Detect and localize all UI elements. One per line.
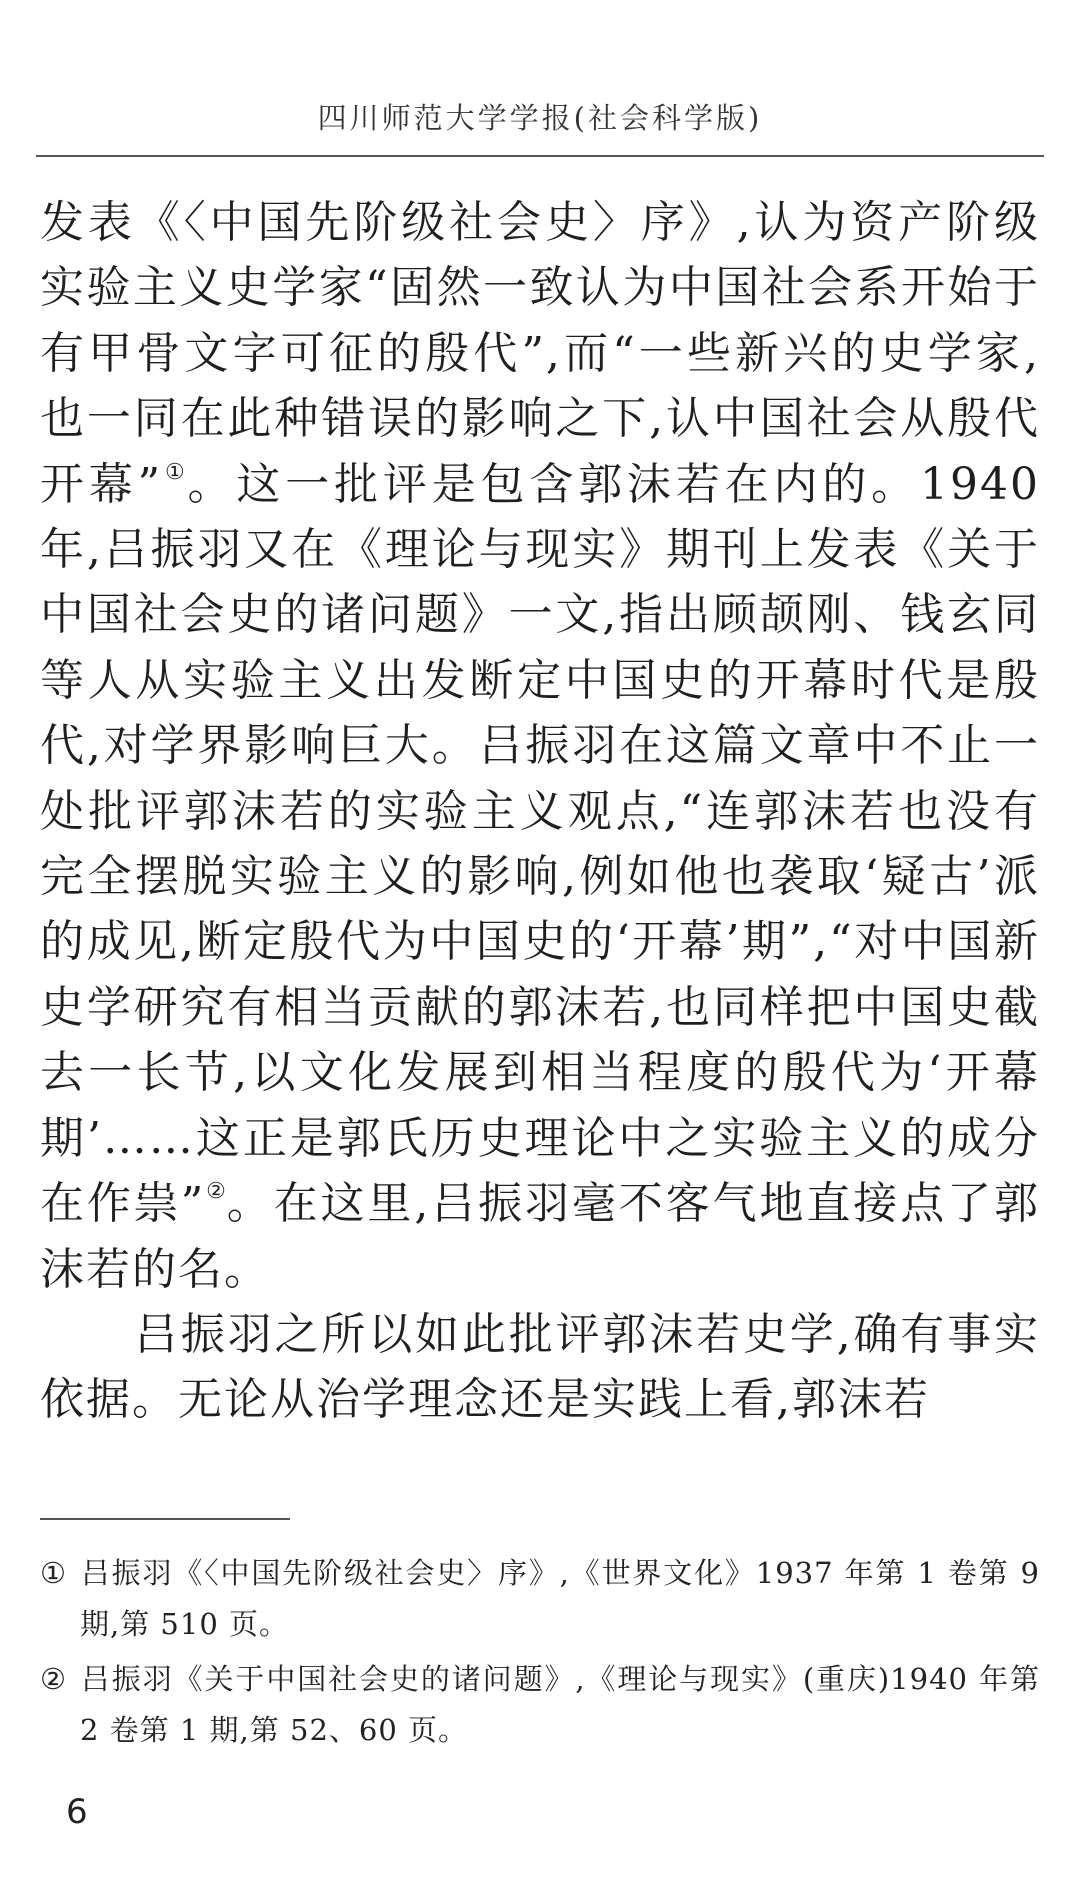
footnote-2-mark: ② [40,1662,67,1696]
footnote-ref-2[interactable]: ② [205,1179,227,1205]
running-header: 四川师范大学学报(社会科学版) [317,101,763,135]
paragraph-1 [40,190,1040,1302]
footnote-1-text: 吕振羽《〈中国先阶级社会史〉序》,《世界文化》1937 年第 1 卷第 9 期,第 510 页。 [80,1556,1040,1641]
footnote-2-text: 吕振羽《关于中国社会史的诸问题》,《理论与现实》(重庆)1940 年第 2 卷第 1 期,第 52、60 页。 [80,1662,1040,1747]
paragraph-1-part-a: 发表《〈中国先阶级社会史〉序》,认为资产阶级实验主义史学家“固然一致认为中国社会系开始于有甲骨文字可征的殷代”,而“一些新兴的史学家,也一同在此种错误的影响之下,认中国社会从殷代开幕” [40,197,1040,510]
footnote-1-mark: ① [40,1556,67,1590]
page-number: 6 [66,1792,88,1832]
paragraph-1-part-b: 。这一批评是包含郭沫若在内的。1940年,吕振羽又在《理论与现实》期刊上发表《关于中国社会史的诸问题》一文,指出顾颉刚、钱玄同等人从实验主义出发断定中国史的开幕时代是殷代,对学界影响巨大。吕振羽在这篇文章中不止一处批评郭沫若的实验主义观点,“连郭沫若也没有完全摆脱实验主义的影响,例如他也袭取‘疑古’派的成见,断定殷代为中国史的‘开幕’期”,“对中国新史学研究有相当贡献的郭沫若,也同样把中国史截去一长节,以文化发展到相当程度的殷代为‘开幕期’……这正是郭氏历史理论中之实验主义的成分在作祟” [40,458,1040,1230]
main-text [40,190,1040,1433]
footnote-2 [40,1654,1040,1756]
footnote-1 [40,1548,1040,1650]
header-divider [36,155,1044,157]
paragraph-1-part-c: 。在这里,吕振羽毫不客气地直接点了郭沫若的名。 [40,1178,1040,1295]
footnote-ref-1[interactable]: ① [162,459,188,485]
paragraph-2: 吕振羽之所以如此批评郭沫若史学,确有事实依据。无论从治学理念还是实践上看,郭沫若 [40,1308,1040,1426]
footnote-divider [40,1518,290,1520]
footnotes [40,1548,1040,1756]
